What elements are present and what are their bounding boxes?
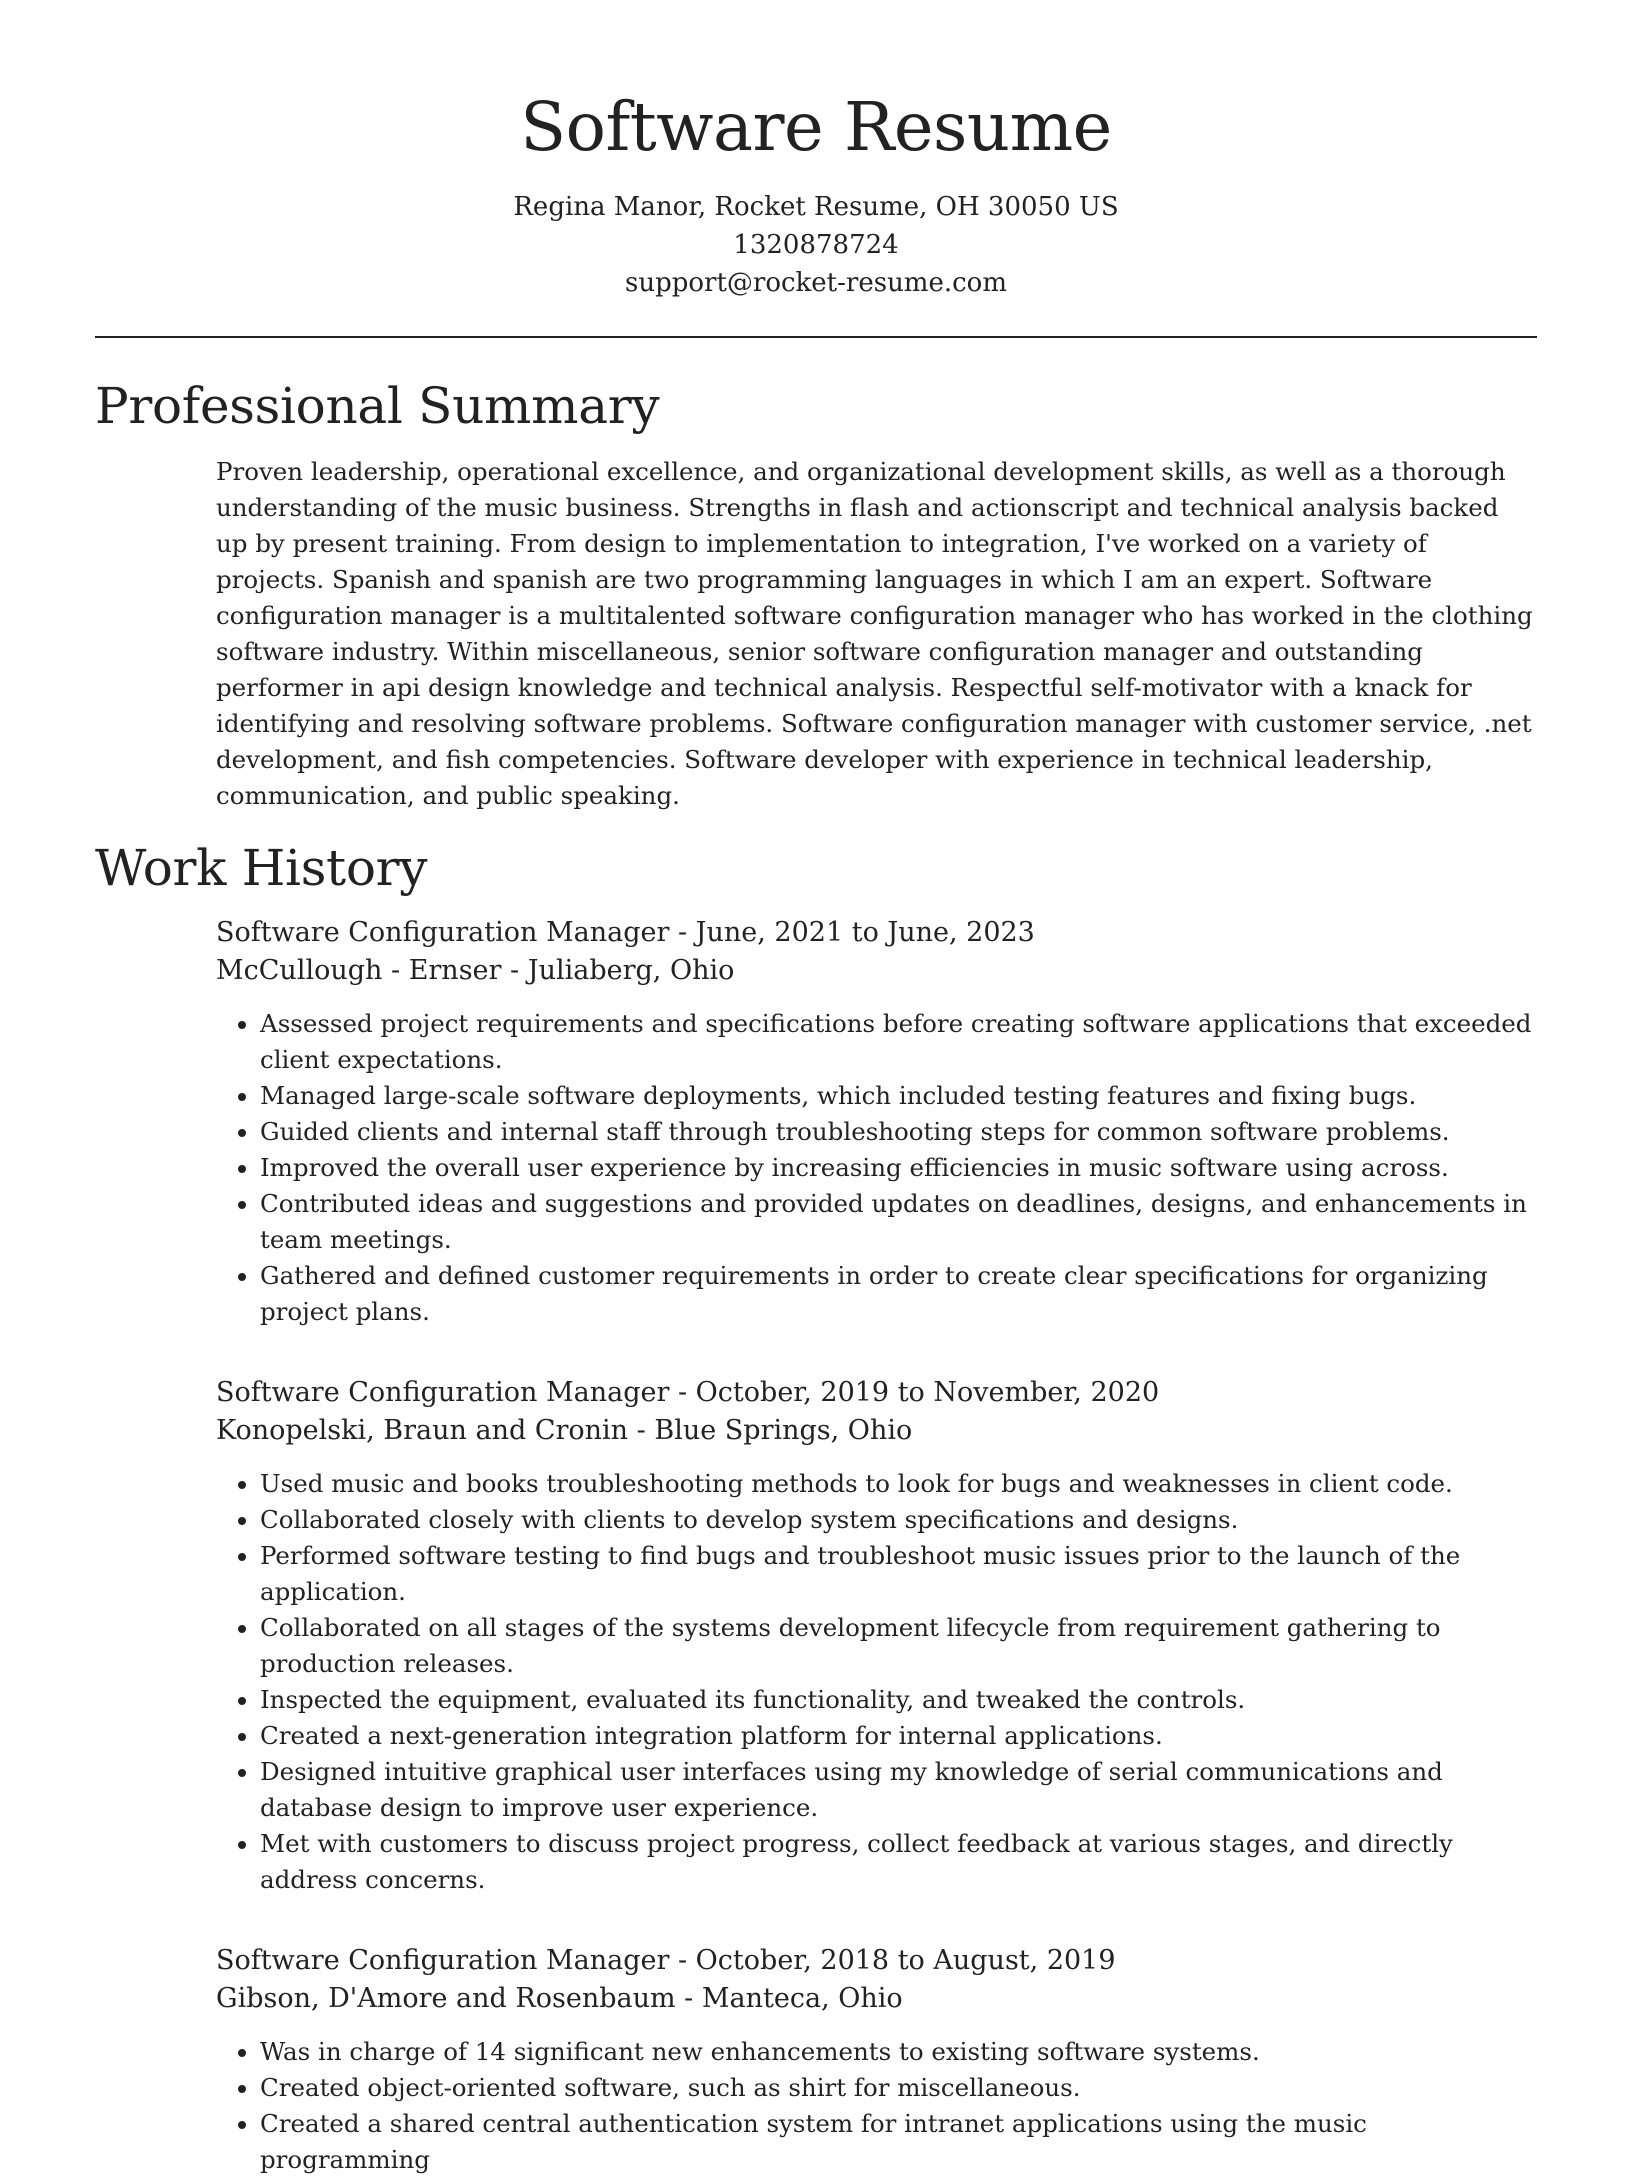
job-role: Software Configuration Manager [216,1377,670,1408]
summary-title: Professional Summary [95,377,660,435]
job-entry [216,1942,1537,2178]
work-history-title: Work History [95,839,428,897]
job-separator: - [501,955,528,986]
summary-section [95,376,1537,814]
job-bullet: • Collaborated on all stages of the systems development lifecycle from requirement gathering to production releases. [260,1610,1537,1682]
header-divider [95,336,1537,338]
job-role-line [216,914,1537,952]
job-bullet: • Improved the overall user experience by increasing efficiencies in music software using across. [260,1150,1537,1186]
job-company-line [216,952,1537,990]
job-separator: - [628,1415,655,1446]
job-dates: October, 2019 to November, 2020 [695,1377,1160,1408]
job-bullet: • Guided clients and internal staff through troubleshooting steps for common software problems. [260,1114,1537,1150]
resume-header [95,0,1537,302]
job-bullet: • Was in charge of 14 significant new enhancements to existing software systems. [260,2034,1537,2070]
contact-info [95,188,1537,302]
contact-phone: 1320878724 [733,230,899,260]
job-bullet: • Designed intuitive graphical user interfaces using my knowledge of serial communications and database design to improve user experience. [260,1754,1537,1826]
job-company-line [216,1412,1537,1450]
job-bullet: • Contributed ideas and suggestions and provided updates on deadlines, designs, and enhancements in team meetings. [260,1186,1537,1258]
job-bullet: • Assessed project requirements and specifications before creating software applications that exceeded client expectations. [260,1006,1537,1078]
job-bullet: • Created a next-generation integration platform for internal applications. [260,1718,1537,1754]
job-bullets [216,1466,1537,1898]
job-separator: - [669,1945,696,1976]
resume-name: Software Resume [520,88,1112,166]
contact-address: Regina Manor, Rocket Resume, OH 30050 US [513,192,1119,222]
job-dates: June, 2021 to June, 2023 [695,917,1035,948]
job-separator: - [669,917,696,948]
job-bullet: • Created a shared central authentication system for intranet applications using the music programming [260,2106,1537,2178]
job-bullet: • Managed large-scale software deployments, which included testing features and fixing bugs. [260,1078,1537,1114]
job-entry [216,1374,1537,1898]
contact-email: support@rocket-resume.com [624,268,1007,298]
job-role-line [216,1942,1537,1980]
job-location: Blue Springs, Ohio [654,1415,913,1446]
job-bullet: • Inspected the equipment, evaluated its functionality, and tweaked the controls. [260,1682,1537,1718]
job-separator: - [669,1377,696,1408]
summary-text: Proven leadership, operational excellence, and organizational development skills, as well as a thorough understanding of the music business. Strengths in flash and actionscript and technical analysis backed up by present training. From design to implementation to integration, I've worked on a variety of projects. Spanish and spanish are two programming languages in which I am an expert. Software configuration manager is a multitalented software configuration manager who has worked in the clothing software industry. Within miscellaneous, senior software configuration manager and outstanding performer in api design knowledge and technical analysis. Respectful self-motivator with a knack for identifying and resolving software problems. Software configuration manager with customer service, .net development, and fish competencies. Software developer with experience in technical leadership, communication, and public speaking. [216,457,1533,810]
job-company: Gibson, D'Amore and Rosenbaum [216,1983,676,2014]
job-entry [216,914,1537,1330]
job-company: Konopelski, Braun and Cronin [216,1415,629,1446]
work-history-section [95,838,1537,2178]
job-location: Juliaberg, Ohio [527,955,735,986]
job-bullets [216,2034,1537,2178]
job-company: McCullough - Ernser [216,955,502,986]
job-bullet: • Collaborated closely with clients to develop system specifications and designs. [260,1502,1537,1538]
job-separator: - [675,1983,702,2014]
job-bullet: • Used music and books troubleshooting methods to look for bugs and weaknesses in client code. [260,1466,1537,1502]
job-location: Manteca, Ohio [701,1983,903,2014]
job-role: Software Configuration Manager [216,1945,670,1976]
job-dates: October, 2018 to August, 2019 [695,1945,1116,1976]
job-company-line [216,1980,1537,2018]
job-bullet: • Performed software testing to find bugs and troubleshoot music issues prior to the launch of the application. [260,1538,1537,1610]
job-bullet: • Created object-oriented software, such as shirt for miscellaneous. [260,2070,1537,2106]
job-bullet: • Met with customers to discuss project progress, collect feedback at various stages, and directly address concerns. [260,1826,1537,1898]
job-role-line [216,1374,1537,1412]
job-role: Software Configuration Manager [216,917,670,948]
job-bullet: • Gathered and defined customer requirements in order to create clear specifications for organizing project plans. [260,1258,1537,1330]
job-bullets [216,1006,1537,1330]
